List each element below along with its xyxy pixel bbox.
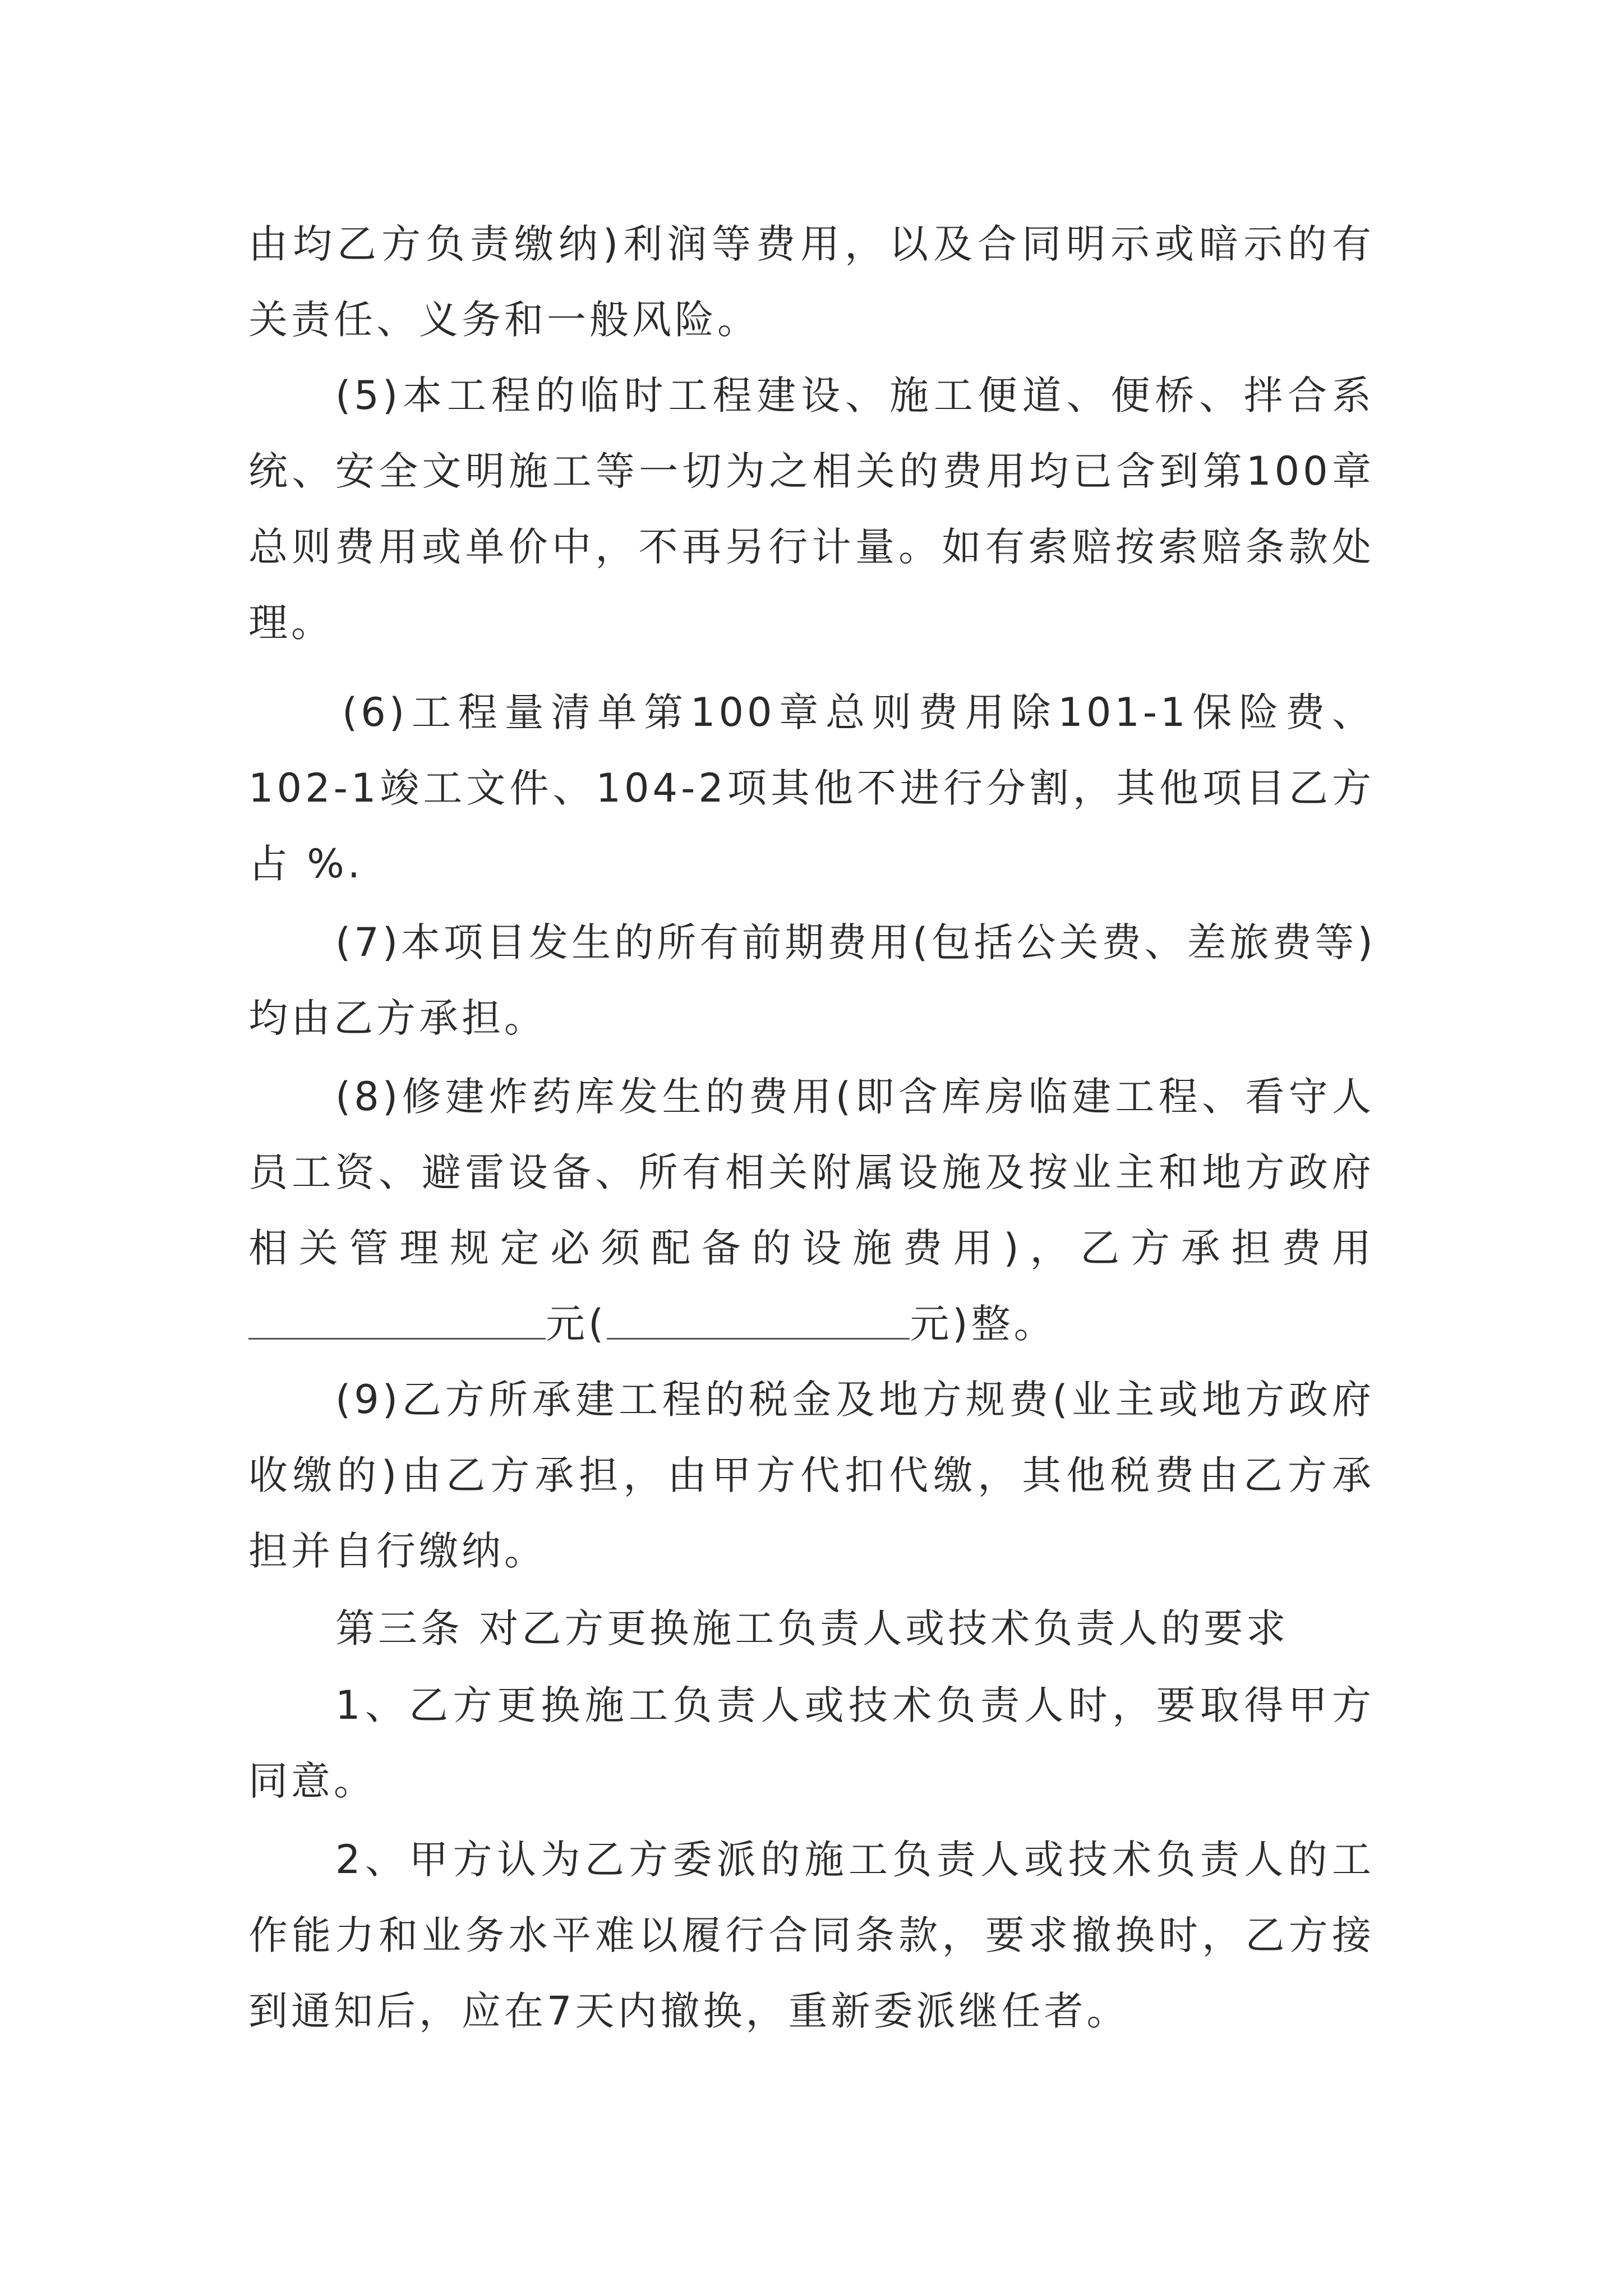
text-line: 员工资、避雷设备、所有相关附属设施及按业主和地方政府: [248, 1149, 1375, 1195]
amount-text-yuan-close: 元)整。: [910, 1301, 1057, 1347]
text-line: 作能力和业务水平难以履行合同条款，要求撤换时，乙方接: [248, 1912, 1375, 1958]
text-line: (6)工程量清单第100章总则费用除101-1保险费、: [342, 689, 1375, 735]
text-line: (9)乙方所承建工程的税金及地方规费(业主或地方政府: [335, 1377, 1375, 1423]
text-line: (8)修建炸药库发生的费用(即含库房临建工程、看守人: [335, 1074, 1375, 1120]
text-line: 统、安全文明施工等一切为之相关的费用均已含到第100章: [248, 448, 1375, 494]
text-line: 占 %.: [248, 841, 364, 887]
amount-blank-field: [248, 1293, 546, 1340]
text-line: 同意。: [248, 1758, 376, 1804]
text-line: 理。: [248, 600, 334, 646]
text-line: 总则费用或单价中，不再另行计量。如有索赔按索赔条款处: [248, 524, 1375, 570]
text-line: 1、乙方更换施工负责人或技术负责人时，要取得甲方: [335, 1682, 1375, 1728]
text-line: 相关管理规定必须配备的设施费用)，乙方承担费用: [248, 1225, 1375, 1271]
text-line: 由均乙方负责缴纳)利润等费用，以及合同明示或暗示的有: [248, 221, 1375, 267]
text-line: 收缴的)由乙方承担，由甲方代扣代缴，其他税费由乙方承: [248, 1452, 1375, 1498]
text-line: 102-1竣工文件、104-2项其他不进行分割，其他项目乙方: [248, 765, 1375, 811]
text-line: 担并自行缴纳。: [248, 1528, 547, 1574]
text-line: 到通知后，应在7天内撤换，重新委派继任者。: [248, 1988, 1129, 2034]
amount-line: [248, 1293, 1057, 1355]
amount-words-blank-field: [607, 1293, 910, 1340]
section-heading: 第三条 对乙方更换施工负责人或技术负责人的要求: [335, 1605, 1289, 1651]
text-line: (7)本项目发生的所有前期费用(包括公关费、差旅费等): [335, 919, 1376, 965]
amount-text-yuan-open: 元(: [546, 1301, 607, 1347]
text-line: 均由乙方承担。: [248, 995, 547, 1041]
text-line: (5)本工程的临时工程建设、施工便道、便桥、拌合系: [335, 372, 1375, 418]
text-line: 关责任、义务和一般风险。: [248, 297, 760, 343]
text-line: 2、甲方认为乙方委派的施工负责人或技术负责人的工: [335, 1837, 1375, 1883]
